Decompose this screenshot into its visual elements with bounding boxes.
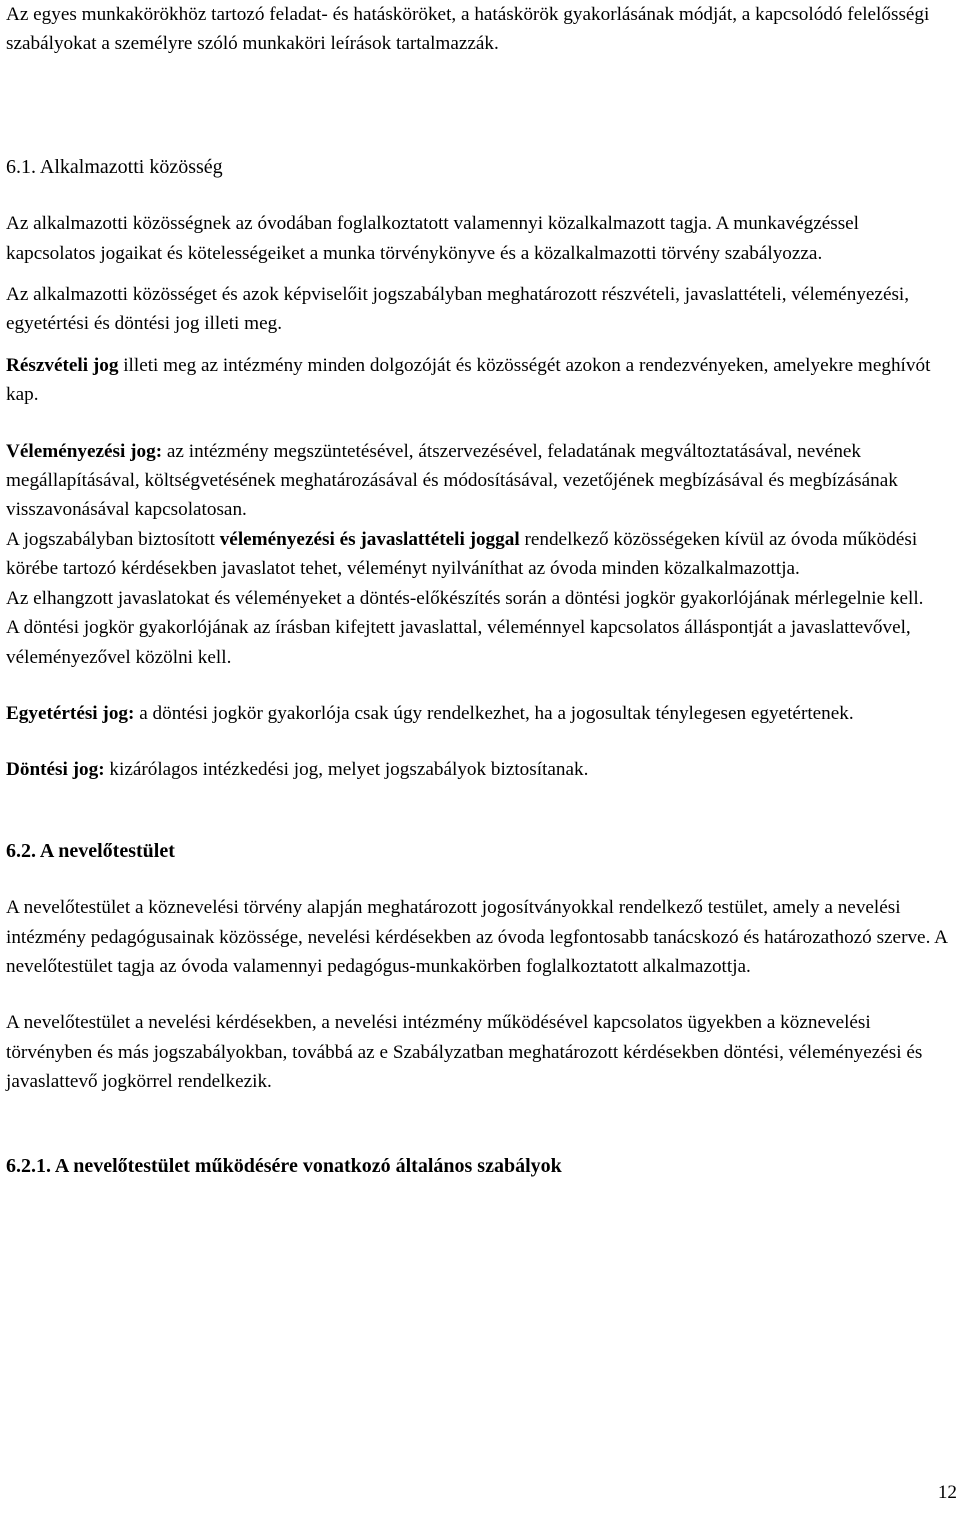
section-heading-6-2-1: 6.2.1. A nevelőtestület működésére vonatkozó általános szabályok	[6, 1154, 562, 1177]
document-page	[6, 0, 950, 1181]
term-decision-right: Döntési jog:	[6, 759, 105, 781]
paragraph-participation-right: Részvételi jog illeti meg az intézmény minden dolgozóját és közösségét azokon a rendezvényeken, amelyekre meghívót kap.	[6, 354, 931, 406]
paragraph-proposals: Az elhangzott javaslatokat és véleményeket a döntés-előkészítés során a döntési jogkör gyakorlójának mérlegelnie kell.	[6, 587, 924, 609]
section-heading-6-1	[6, 153, 950, 182]
term-consent-right: Egyetértési jog:	[6, 702, 135, 724]
paragraph-members: Az alkalmazotti közösségnek az óvodában foglalkoztatott valamennyi közalkalmazott tagja. A munkavégzéssel kapcsolatos jogaikat és kötelességeiket a munka törvénykönyve és a közalkalmazotti törvény szabályozza.	[6, 213, 860, 264]
paragraph-staff-competence: A nevelőtestület a nevelési kérdésekben, a nevelési intézmény működésével kapcsolatos ügyekben a köznevelési törvényben és más jogszabályokban, továbbá az e Szabályzatban meghatározott kérdésekben döntési, véleményezési és javaslattevő jogkörrel rendelkezik.	[6, 1012, 923, 1093]
paragraph-communities: A jogszabályban biztosított véleményezési és javaslattételi joggal rendelkező közösségeken kívül az óvoda működési körébe tartozó kérdésekben javaslatot tehet, véleményt nyilváníthat az óvoda minden közalkalmazottja.	[6, 528, 918, 580]
paragraph-staff-definition: A nevelőtestület a köznevelési törvény alapján meghatározott jogosítványokkal rendelkező testület, amely a nevelési intézmény pedagógusainak közössége, nevelési kérdésekben az óvoda legfontosabb tanácskozó és határozathozó szerve. A nevelőtestület tagja az óvoda valamennyi pedagógus-munkakörben foglalkoztatott alkalmazottja.	[6, 897, 947, 977]
intro-paragraph: Az egyes munkakörökhöz tartozó feladat- és hatásköröket, a hatáskörök gyakorlásának módját, a kapcsolódó felelősségi szabályokat a személyre szóló munkaköri leírások tartalmazzák.	[6, 4, 930, 55]
paragraph-opinion-right: Véleményezési jog: az intézmény megszüntetésével, átszervezésével, feladatának megváltoztatásával, nevének megállapításával, költségvetésének meghatározásával és módosításával, vezetőjének megbízásával és megbízásának visszavonásával kapcsolatosan.	[6, 440, 898, 521]
section-title: Alkalmazotti közösség	[39, 155, 223, 178]
term-participation-right: Részvételi jog	[6, 354, 119, 376]
section-heading-6-2: 6.2. A nevelőtestület	[6, 839, 175, 862]
paragraph-decision-holder: A döntési jogkör gyakorlójának az írásban kifejtett javaslattal, véleménnyel kapcsolatos álláspontját a javaslattevővel, véleményezővel közölni kell.	[6, 617, 911, 668]
term-opinion-right: Véleményezési jog:	[6, 440, 163, 462]
term-opinion-proposal-right: véleményezési és javaslattételi joggal	[219, 528, 520, 550]
paragraph-decision-right: Döntési jog: kizárólagos intézkedési jog, melyet jogszabályok biztosítanak.	[6, 759, 589, 781]
section-number: 6.1.	[6, 155, 36, 178]
paragraph-rights: Az alkalmazotti közösséget és azok képviselőit jogszabályban meghatározott részvételi, javaslattételi, véleményezési, egyetértési és döntési jog illeti meg.	[6, 284, 910, 335]
paragraph-consent-right: Egyetértési jog: a döntési jogkör gyakorlója csak úgy rendelkezhet, ha a jogosultak ténylegesen egyetértenek.	[6, 702, 854, 724]
page-number: 12	[937, 1482, 957, 1503]
